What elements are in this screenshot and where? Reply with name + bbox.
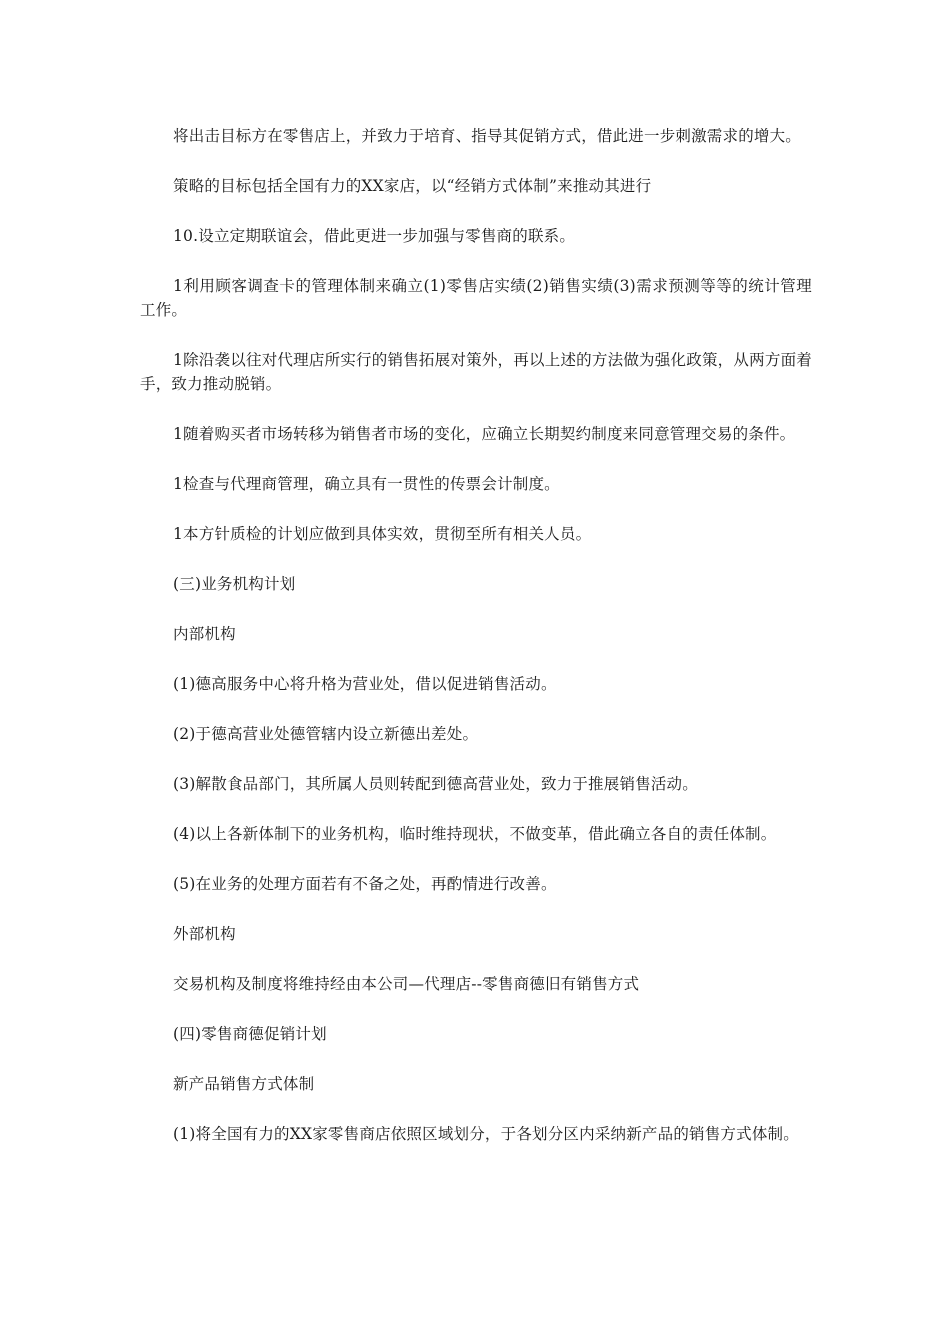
list-item-new-product-1: (1)将全国有力的XX家零售商店依照区域划分，于各划分区内采纳新产品的销售方式体制。: [173, 1125, 799, 1143]
subheading-new-product-system: 新产品销售方式体制: [173, 1075, 315, 1093]
list-item-4: (4)以上各新体制下的业务机构，临时维持现状，不做变革，借此确立各自的责任体制。: [173, 825, 777, 843]
paragraph-long-term-contract: 1随着购买者市场转移为销售者市场的变化，应确立长期契约制度来同意管理交易的条件。: [173, 425, 796, 443]
list-item-1: (1)德高服务中心将升格为营业处，借以促进销售活动。: [173, 675, 557, 693]
paragraph-quality-plan: 1本方针质检的计划应做到具体实效，贯彻至所有相关人员。: [173, 525, 592, 543]
list-item-2: (2)于德高营业处德管辖内设立新德出差处。: [173, 725, 479, 743]
paragraph-trade-structure: 交易机构及制度将维持经由本公司—代理店--零售商德旧有销售方式: [173, 975, 640, 993]
paragraph-customer-survey: 1利用顾客调查卡的管理体制来确立(1)零售店实绩(2)销售实绩(3)需求预测等等的统计管理工作。: [140, 277, 812, 319]
section-heading-retail-promotion: (四)零售商德促销计划: [173, 1025, 327, 1043]
section-heading-business-org: (三)业务机构计划: [173, 575, 296, 593]
paragraph-accounting-system: 1检查与代理商管理，确立具有一贯性的传票会计制度。: [173, 475, 560, 493]
paragraph-target-retail: 将出击目标方在零售店上，并致力于培育、指导其促销方式，借此进一步刺激需求的增大。: [173, 127, 802, 145]
paragraph-item-10: 10.设立定期联谊会，借此更进一步加强与零售商的联系。: [173, 227, 576, 245]
subheading-internal-org: 内部机构: [173, 625, 236, 643]
document-body: [140, 124, 812, 1172]
paragraph-sales-expansion: 1除沿袭以往对代理店所实行的销售拓展对策外，再以上述的方法做为强化政策，从两方面着手，致力推动脱销。: [140, 351, 812, 393]
list-item-5: (5)在业务的处理方面若有不备之处，再酌情进行改善。: [173, 875, 557, 893]
list-item-3: (3)解散食品部门，其所属人员则转配到德高营业处，致力于推展销售活动。: [173, 775, 698, 793]
paragraph-strategy-goal: 策略的目标包括全国有力的XX家店，以“经销方式体制”来推动其进行: [173, 177, 652, 195]
subheading-external-org: 外部机构: [173, 925, 236, 943]
